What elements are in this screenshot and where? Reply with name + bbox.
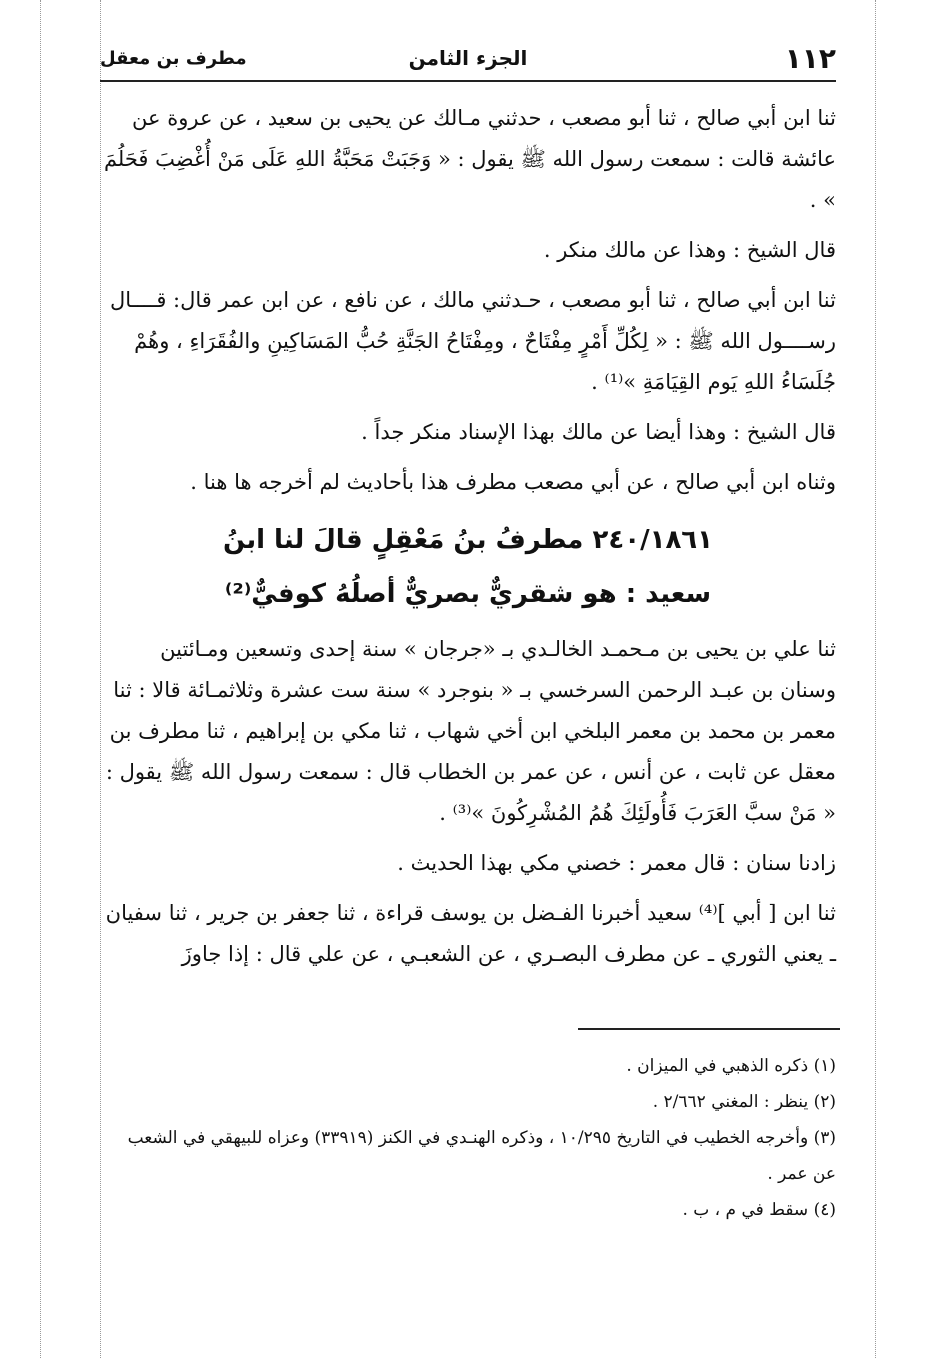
paragraph: ثنا ابن أبي صالح ، ثنا أبو مصعب ، حـدثني مالك ، عن نافع ، عن ابن عمر قال: قــــال رســــول الله ﷺ : « لِكُلِّ أَمْرٍ مِفْتَاحٌ ، ومِفْتَاحُ الجَنَّةِ حُبُّ المَسَاكِينِ والفُقَرَاءِ ، وهُمْ جُلَسَاءُ اللهِ يَوم القِيَامَةِ »⁽¹⁾ . [110, 288, 836, 394]
heading-line: ٢٤٠/١٨٦١ مطرفُ بنُ مَعْقِلٍ قالَ لنا ابنُ [222, 525, 714, 555]
paragraph: ثنا ابن [ أبي ]⁽⁴⁾ سعيد أخبرنا الفـضل بن يوسف قراءة ، ثنا جعفر بن جرير ، ثنا سفيان ـ يعني الثوري ـ عن مطرف البصـري ، عن الشعبـي ، عن علي قال : إذا جاوزَ [105, 901, 836, 966]
entry-name: مطرف بن معقل [100, 48, 247, 69]
heading-line: سعيد : هو شقريٌّ بصريٌّ أصلُهُ كوفيٌّ⁽²⁾ [224, 579, 712, 609]
paragraph: قال الشيخ : وهذا عن مالك منكر . [543, 238, 836, 262]
header-rule [100, 80, 836, 82]
paragraph: زادنا سنان : قال معمر : خصني مكي بهذا الحديث . [397, 851, 836, 875]
volume-title: الجزء الثامن [408, 46, 528, 70]
margin-guide [875, 0, 876, 1358]
paragraph: قال الشيخ : وهذا أيضا عن مالك بهذا الإسناد منكر جداً . [361, 420, 836, 444]
page-number: ١١٢ [784, 42, 836, 75]
margin-guide [40, 0, 41, 1358]
main-text [100, 98, 836, 984]
footnotes [100, 1048, 836, 1228]
footnote: (٢) ينظر : المغني ٢/٦٦٢ . [652, 1092, 836, 1112]
footnote: (١) ذكره الذهبي في الميزان . [626, 1056, 836, 1076]
footnote: (٣) وأخرجه الخطيب في التاريخ ١٠/٢٩٥ ، وذكره الهنـدي في الكنز (٣٣٩١٩) وعزاه للبيهقي في الشعب عن عمر . [127, 1128, 836, 1184]
paragraph: وثناه ابن أبي صالح ، عن أبي مصعب مطرف هذا بأحاديث لم أخرجه ها هنا . [190, 470, 836, 494]
footnote-rule [578, 1028, 840, 1030]
footnote: (٤) سقط في م ، ب . [682, 1200, 836, 1220]
paragraph: ثنا ابن أبي صالح ، ثنا أبو مصعب ، حدثني مـالك عن يحيى بن سعيد ، عن عروة عن عائشة قالت : سمعت رسول الله ﷺ يقول : « وَجَبَتْ مَحَبَّةُ اللهِ عَلَى مَنْ أُغْضِبَ فَحَلُمَ » . [103, 106, 836, 212]
entry-heading [100, 513, 836, 621]
page-header [100, 38, 836, 78]
paragraph: ثنا علي بن يحيى بن مـحمـد الخالـدي بـ «جرجان » سنة إحدى وتسعين ومـائتين وسنان بن عبـد الرحمن السرخسي بـ « بنوجرد » سنة ست عشرة وثلاثمـائة قالا : ثنا معمر بن محمد بن معمر البلخي ابن أخي شهاب ، ثنا مكي بن إبراهيم ، ثنا مطرف بن معقل عن ثابت ، عن أنس ، عن عمر بن الخطاب قال : سمعت رسول الله ﷺ يقول : « مَنْ سبَّ العَرَبَ فَأُولَئِكَ هُمُ المُشْرِكُونَ »⁽³⁾ . [105, 637, 836, 825]
